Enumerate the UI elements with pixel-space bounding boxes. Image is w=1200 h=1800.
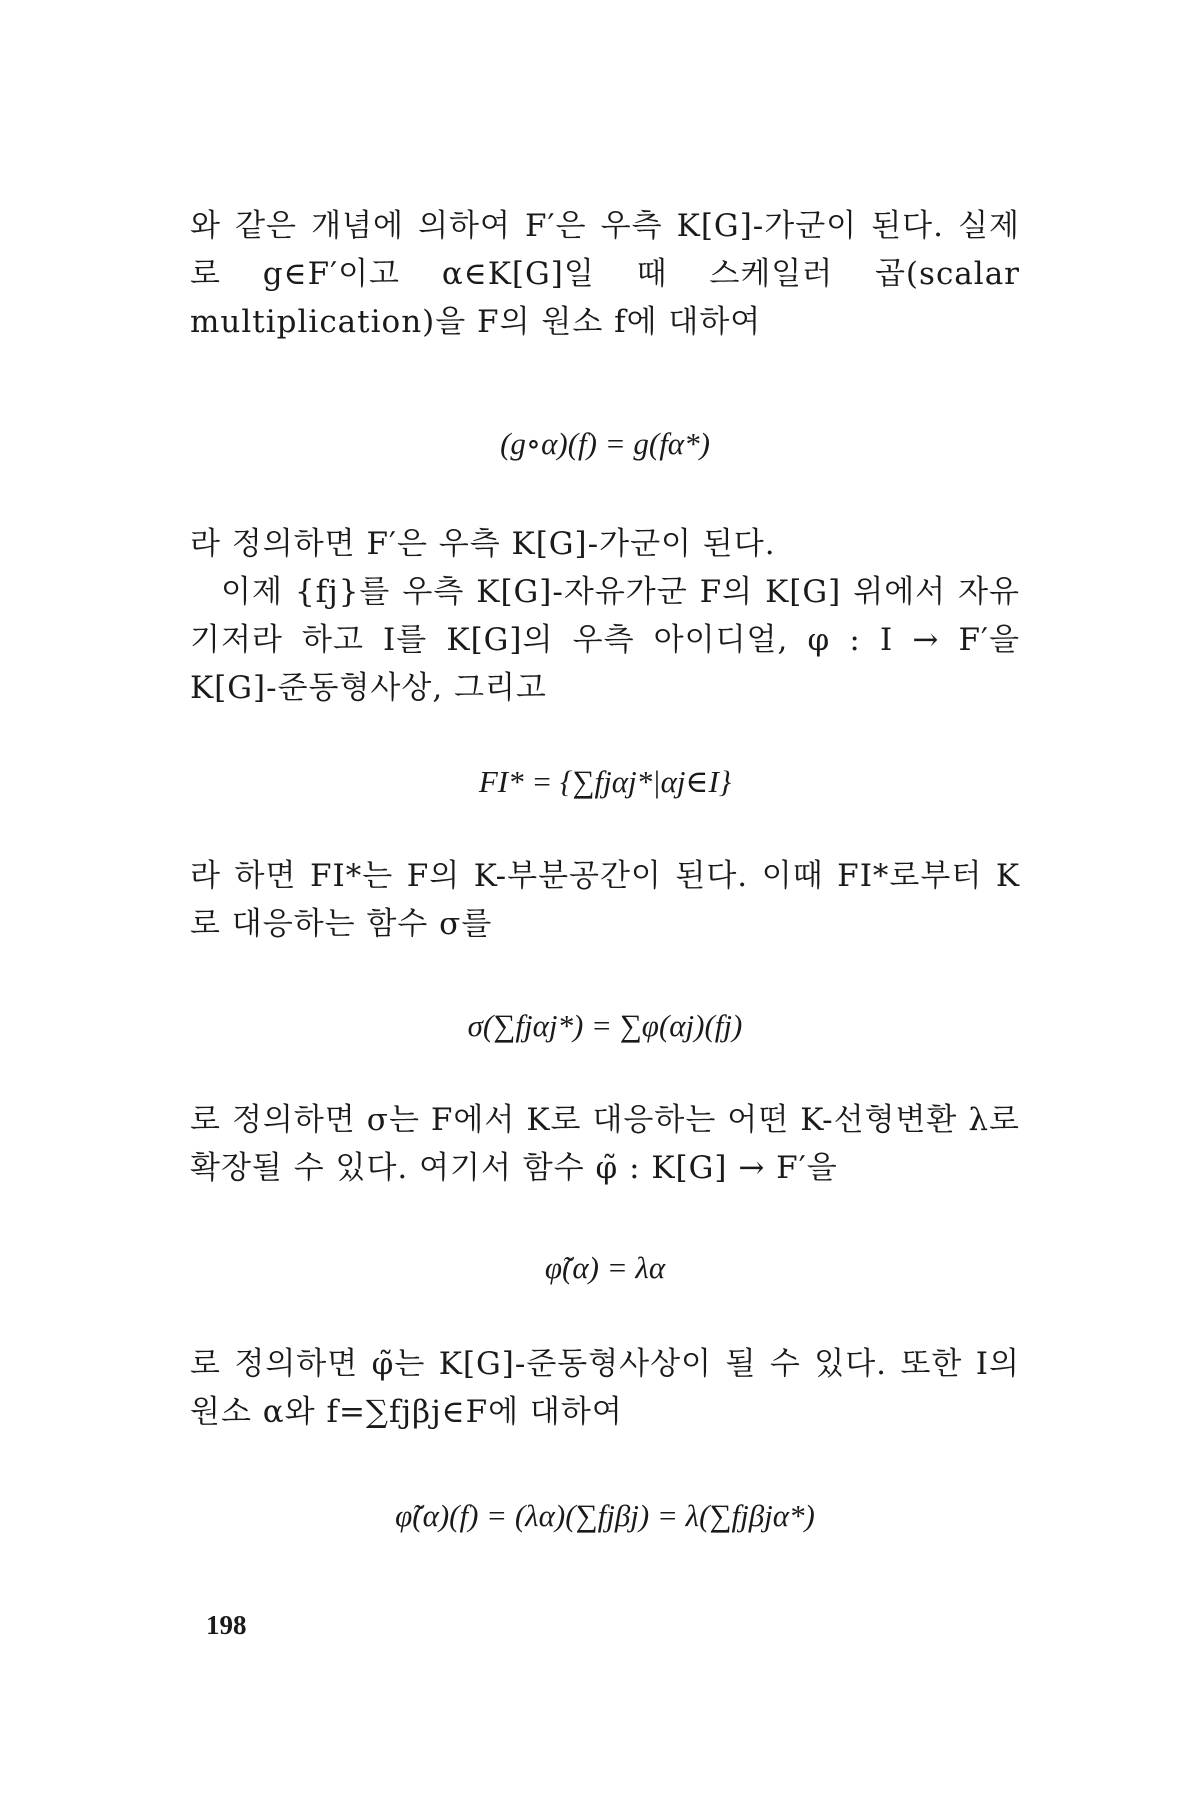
paragraph-right-module: 라 정의하면 F′은 우측 K[G]-가군이 된다. (190, 526, 776, 562)
paragraph-scalar-multiplication: 와 같은 개념에 의하여 F′은 우측 K[G]-가군이 된다. 실제로 g∈F′이고 α∈K[G]일 때 스케일러 곱(scalar multiplication)을 F의 원소 f에 대하여 (190, 208, 1031, 340)
page-number: 198 (206, 1610, 247, 1640)
paragraph-free-basis: 이제 {fj}를 우측 K[G]-자유가군 F의 K[G] 위에서 자유 기저라 하고 I를 K[G]의 우측 아이디얼, φ : I → F′을 K[G]-준동형사상, 그리고 (190, 574, 1031, 706)
paragraph-linear-extension: 로 정의하면 σ는 F에서 K로 대응하는 어떤 K-선형변환 λ로 확장될 수 있다. 여기서 함수 φ̃ : K[G] → F′을 (190, 1102, 1031, 1186)
equation-scalar-multiplication: (g∘α)(f) = g(fα*) (500, 426, 710, 461)
equation-subspace-definition: FI* = {∑fjαj*|αj∈I} (478, 764, 732, 799)
equation-sigma-definition: σ(∑fjαj*) = ∑φ(αj)(fj) (467, 1008, 743, 1043)
paragraph-homomorphism: 로 정의하면 φ̃는 K[G]-준동형사상이 될 수 있다. 또한 I의 원소 α와 f=∑fjβj∈F에 대하여 (190, 1346, 1031, 1430)
paragraph-subspace: 라 하면 FI*는 F의 K-부분공간이 된다. 이때 FI*로부터 K로 대응하는 함수 σ를 (190, 858, 1020, 942)
equation-phi-tilde-definition: φ̃(α) = λα (544, 1250, 666, 1285)
equation-phi-tilde-evaluation: φ̃(α)(f) = (λα)(∑fjβj) = λ(∑fjβjα*) (395, 1498, 815, 1533)
